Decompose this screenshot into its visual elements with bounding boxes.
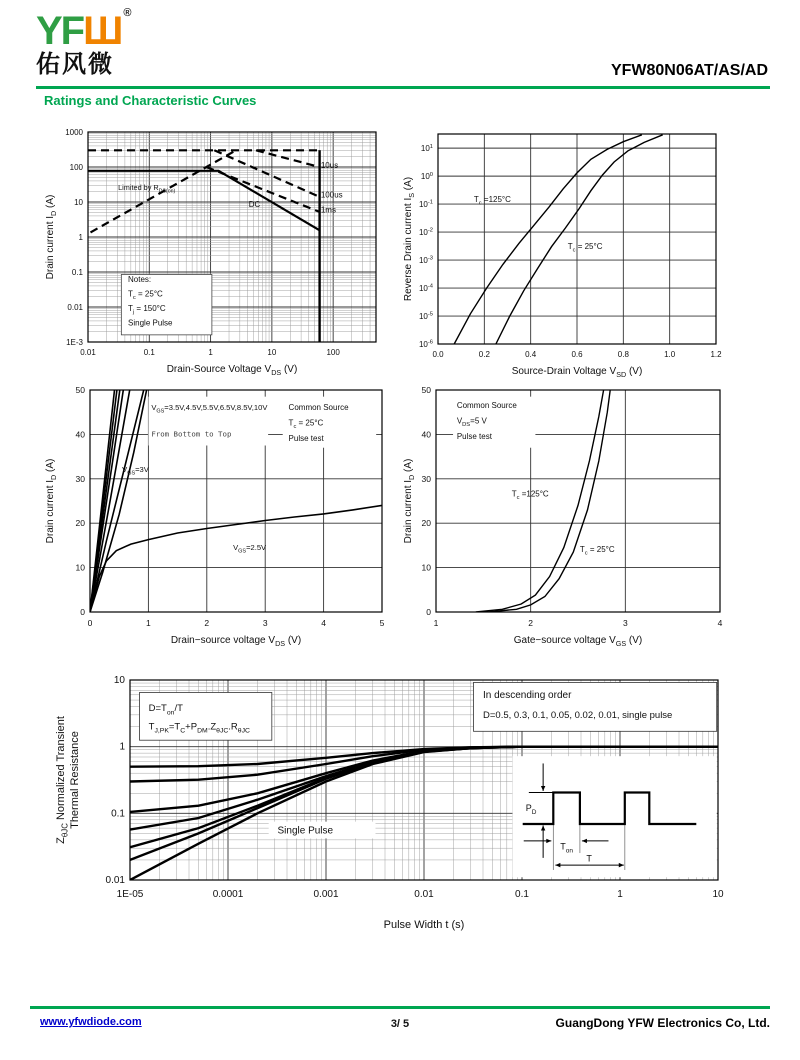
logo-w-glyph: Ш — [83, 9, 124, 53]
annotation: $T_c = 25^\circ C$ — [579, 545, 615, 557]
x-tick-label: 1 — [617, 889, 623, 900]
series-10us-limit — [256, 150, 320, 167]
x-tick-label: 10 — [267, 348, 277, 357]
annotation: Single Pulse — [277, 825, 334, 837]
y-tick-label: $10^{-6}$ — [418, 339, 433, 349]
chart-canvas-diode — [402, 118, 764, 378]
y-tick-label: 0 — [80, 607, 85, 617]
annotation: $T_{J,PK}=T_C+P_{DM}.Z_{\theta JC}.R_{\theta JC}$ — [148, 721, 250, 735]
x-tick-label: 0.0001 — [212, 889, 244, 900]
y-axis-title: Drain current $I_D$ (A) — [403, 458, 417, 544]
x-tick-label: 1E-05 — [116, 889, 144, 900]
y-tick-label: $10^1$ — [420, 143, 433, 154]
chart-transient-thermal-resistance — [40, 660, 765, 960]
annotation: Single Pulse — [128, 318, 173, 328]
y-tick-label: 0.01 — [67, 303, 83, 312]
x-tick-label: 2 — [204, 618, 210, 628]
y-tick-label: $10^{-2}$ — [418, 227, 433, 238]
y-tick-label: 1000 — [65, 128, 83, 137]
chart-canvas-transfer — [402, 376, 764, 648]
annotation: DC — [248, 199, 261, 209]
annotation: Limited by $R_{DS(on)}$ — [118, 183, 176, 195]
y-tick-label: $10^0$ — [420, 171, 433, 182]
x-axis-title: Gate−source voltage $V_{GS}$ (V) — [513, 635, 643, 648]
y-tick-label: 100 — [69, 163, 83, 172]
x-axis-title: Source-Drain Voltage $V_{SD}$ (V) — [511, 366, 643, 378]
x-tick-label: 3 — [262, 618, 268, 628]
x-tick-label: 1 — [433, 618, 439, 628]
y-tick-label: $10^{-5}$ — [418, 311, 433, 322]
y-axis-title: Drain current $I_D$ (A) — [45, 194, 59, 280]
y-tick-label: 10 — [75, 562, 85, 573]
logo — [36, 8, 131, 77]
y-tick-label: $10^{-1}$ — [418, 199, 433, 210]
x-tick-label: 0 — [87, 618, 93, 628]
x-tick-label: 3 — [622, 618, 628, 628]
y-tick-label: 10 — [421, 562, 431, 573]
x-tick-label: 10 — [712, 889, 724, 900]
annotation: Pulse test — [288, 434, 324, 444]
registered-mark-icon: ® — [123, 7, 132, 19]
x-tick-label: 0.4 — [525, 350, 537, 359]
y-tick-label: 10 — [74, 198, 83, 207]
x-tick-label: 1.2 — [710, 350, 722, 359]
y-tick-label: 20 — [75, 518, 85, 529]
annotation: 1ms — [320, 205, 336, 215]
y-tick-label: 0.01 — [105, 875, 125, 886]
series-100us-limit — [214, 150, 319, 197]
x-axis-title: Drain-Source Voltage $V_{DS}$ (V) — [166, 364, 298, 378]
series-vgs-4.5v — [90, 390, 130, 612]
page-number: 3/ 5 — [390, 1018, 410, 1030]
annotation: $D=T_{on}/T$ — [148, 703, 183, 717]
y-tick-label: $10^{-4}$ — [418, 283, 433, 294]
footer-rule — [30, 1006, 770, 1009]
x-tick-label: 1.0 — [664, 350, 676, 359]
x-tick-label: 0.001 — [313, 889, 339, 900]
y-axis-title: Thermal Resistance — [69, 731, 81, 829]
y-tick-label: 40 — [421, 429, 431, 440]
x-tick-label: 4 — [321, 618, 326, 628]
annotation: $T_j = 150^\circ C$ — [128, 303, 166, 316]
x-tick-label: 0.01 — [80, 348, 96, 357]
y-tick-label: 20 — [421, 518, 431, 529]
logo-chinese-name: 佑风微 — [36, 51, 114, 78]
y-axis-title: Reverse Drain current $I_S$ (A) — [403, 176, 417, 302]
y-tick-label: 1 — [119, 741, 125, 753]
y-tick-label: 1 — [78, 233, 83, 242]
x-tick-label: 1 — [208, 348, 213, 357]
x-axis-title: Drain−source voltage $V_{DS}$ (V) — [170, 635, 302, 648]
x-tick-label: 0.1 — [143, 348, 155, 357]
y-axis-title: Drain current $I_D$ (A) — [45, 458, 59, 544]
logo-yf-text: YF — [36, 9, 84, 53]
annotation: $T_c = 25^\circ C$ — [128, 289, 163, 302]
x-tick-label: 5 — [379, 618, 385, 628]
x-tick-label: 1 — [146, 618, 151, 628]
annotation: Notes: — [128, 274, 152, 284]
y-tick-label: $10^{-3}$ — [418, 255, 433, 266]
y-tick-label: 30 — [421, 473, 431, 484]
annotation: $T_c =125^\circ C$ — [473, 194, 511, 207]
x-tick-label: 0.01 — [414, 889, 434, 900]
annotation: $V_{GS}=2.5V$ — [233, 542, 267, 555]
x-tick-label: 4 — [717, 618, 723, 628]
inset-t-label: T — [586, 853, 592, 864]
annotation: $V_{DS}=5$ V — [456, 416, 487, 428]
annotation: Common Source — [288, 402, 349, 412]
pulse-waveform-inset — [513, 756, 717, 877]
annotation: 100us — [320, 190, 343, 200]
x-tick-label: 2 — [528, 618, 534, 628]
y-tick-label: 0.1 — [111, 808, 125, 820]
inset-pd-label: $P_D$ — [525, 803, 537, 817]
chart-canvas-thermal — [40, 660, 765, 960]
chart-output-characteristics — [42, 376, 400, 648]
x-tick-label: 0.8 — [617, 350, 629, 359]
annotation: $V_{GS}=3V$ — [122, 465, 149, 477]
y-tick-label: 1E-3 — [66, 338, 83, 347]
y-tick-label: 40 — [75, 429, 85, 440]
annotation: Common Source — [456, 400, 517, 410]
website-link[interactable]: www.yfwdiode.com — [40, 1016, 142, 1028]
company-name: GuangDong YFW Electronics Co, Ltd. — [555, 1016, 770, 1030]
x-tick-label: 100 — [326, 348, 340, 357]
chart-safe-operating-area — [42, 118, 400, 378]
chart-transfer-characteristics — [402, 376, 764, 648]
annotation: $T_c = 25^\circ C$ — [288, 418, 324, 431]
inset-ton-label: $T_{on}$ — [560, 841, 573, 855]
y-tick-label: 30 — [75, 473, 85, 484]
y-tick-label: 0.1 — [71, 268, 83, 277]
chart-canvas-output — [42, 376, 400, 648]
annotation: D=0.5, 0.3, 0.1, 0.05, 0.02, 0.01, single pulse — [483, 709, 673, 721]
series-dc-limit — [88, 171, 320, 231]
chart-canvas-soa — [42, 118, 400, 378]
x-tick-label: 0.2 — [478, 350, 490, 359]
x-axis-title: Pulse Width t (s) — [383, 919, 465, 931]
annotation: 10us — [320, 160, 339, 170]
x-tick-label: 0.0 — [432, 350, 444, 359]
section-title: Ratings and Characteristic Curves — [44, 93, 257, 108]
annotation: $T_c =125^\circ C$ — [511, 489, 549, 502]
x-tick-label: 0.6 — [571, 350, 583, 359]
x-tick-label: 0.1 — [515, 889, 529, 900]
y-axis-title: $Z_{\theta JC}$ Normalized Transient — [55, 716, 70, 844]
annotation: $V_{GS}=3.5V,4.5V,5.5V,6.5V,8.5V,10V$ — [151, 402, 268, 415]
annotation: From Bottom to Top — [151, 429, 232, 439]
series-tc-25c — [496, 135, 663, 344]
series-vgs-2.5v — [90, 505, 382, 612]
y-tick-label: 50 — [75, 385, 85, 395]
annotation: In descending order — [483, 689, 572, 701]
y-tick-label: 10 — [113, 675, 125, 686]
chart-body-diode-forward — [402, 118, 764, 378]
series-tc-125c — [454, 135, 642, 344]
series-vgs-5.5v — [90, 390, 123, 612]
y-tick-label: 50 — [421, 385, 431, 395]
annotation: Pulse test — [456, 431, 492, 441]
y-tick-label: 0 — [426, 607, 431, 617]
part-number: YFW80N06AT/AS/AD — [610, 62, 768, 79]
annotation: $T_c = 25^\circ C$ — [567, 241, 603, 254]
header-rule — [36, 86, 770, 89]
